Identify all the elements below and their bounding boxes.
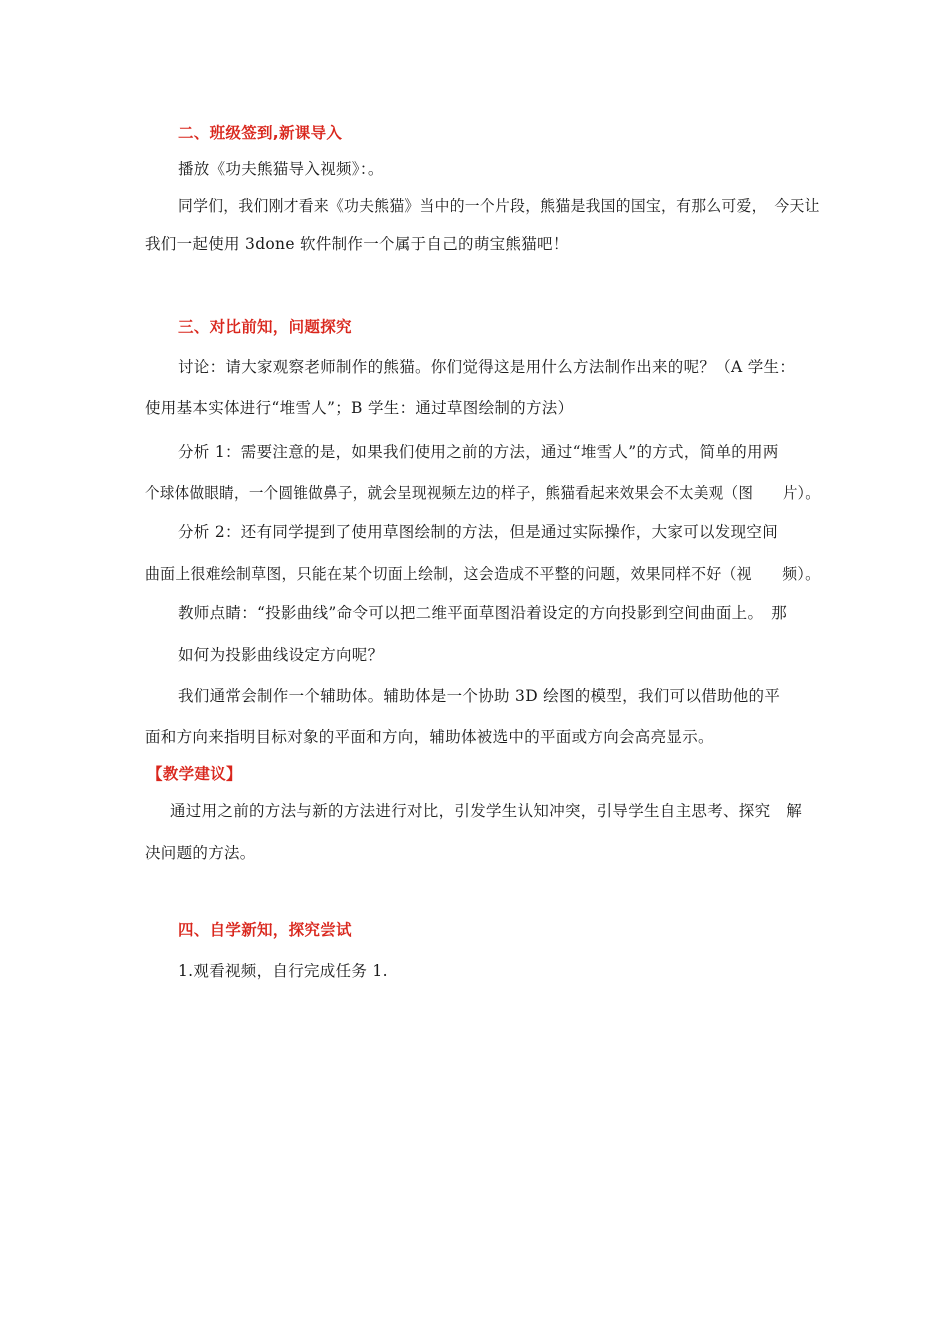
section-3-paragraph-3-line-2: 曲面上很难绘制草图，只能在某个切面上绘制，这会造成不平整的问题，效果同样不好（视 频）。 (145, 565, 821, 583)
section-2-paragraph-1: 播放《功夫熊猫导入视频》：。 (178, 160, 384, 178)
section-3-paragraph-5-line-2: 面和方向来指明目标对象的平面和方向，辅助体被选中的平面或方向会高亮显示。 (145, 728, 714, 746)
section-3-paragraph-2-line-1: 分析 1：需要注意的是，如果我们使用之前的方法，通过“堆雪人”的方式，简单的用两 (178, 443, 779, 461)
section-3-paragraph-1-line-2: 使用基本实体进行“堆雪人”；B 学生：通过草图绘制的方法） (145, 399, 574, 417)
section-3-paragraph-5-line-1: 我们通常会制作一个辅助体。辅助体是一个协助 3D 绘图的模型，我们可以借助他的平 (178, 687, 781, 705)
section-3-paragraph-1-line-1: 讨论：请大家观察老师制作的熊猫。你们觉得这是用什么方法制作出来的呢？（A 学生： (178, 358, 796, 376)
section-3-paragraph-2-line-2: 个球体做眼睛，一个圆锥做鼻子，就会呈现视频左边的样子，熊猫看起来效果会不太美观（图 片）。 (145, 484, 821, 502)
section-2-paragraph-2-line-2: 我们一起使用 3done 软件制作一个属于自己的萌宝熊猫吧！ (145, 235, 569, 253)
teaching-suggestion-title: 【教学建议】 (147, 765, 242, 783)
teaching-suggestion-line-2: 决问题的方法。 (145, 844, 256, 862)
section-3-paragraph-4-line-1: 教师点睛：“投影曲线”命令可以把二维平面草图沿着设定的方向投影到空间曲面上。 那 (178, 604, 788, 622)
section-4-paragraph-1: 1.观看视频，自行完成任务 1. (178, 962, 388, 980)
teaching-suggestion-line-1: 通过用之前的方法与新的方法进行对比，引发学生认知冲突，引导学生自主思考、探究 解 (170, 802, 803, 820)
section-2-heading: 二、班级签到,新课导入 (178, 124, 343, 142)
section-3-paragraph-3-line-1: 分析 2：还有同学提到了使用草图绘制的方法，但是通过实际操作，大家可以发现空间 (178, 523, 778, 541)
section-2-paragraph-2-line-1: 同学们，我们刚才看来《功夫熊猫》当中的一个片段，熊猫是我国的国宝，有那么可爱， 今天让 (178, 197, 820, 215)
section-4-heading: 四、自学新知，探究尝试 (178, 921, 352, 939)
section-3-paragraph-4-line-2: 如何为投影曲线设定方向呢？ (178, 646, 384, 664)
section-3-heading: 三、对比前知，问题探究 (178, 318, 352, 336)
